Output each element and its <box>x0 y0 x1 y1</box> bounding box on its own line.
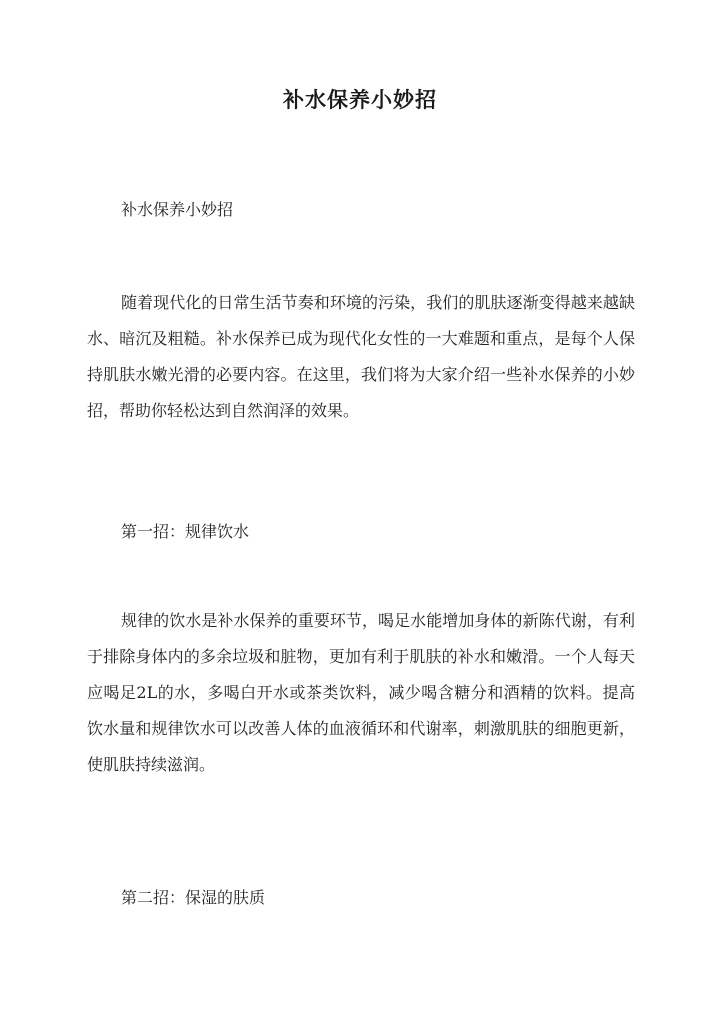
section-heading-2: 第二招：保湿的肤质 <box>121 888 266 907</box>
section-body-1: 规律的饮水是补水保养的重要环节，喝足水能增加身体的新陈代谢，有利于排除身体内的多余垃圾和脏物，更加有利于肌肤的补水和嫩滑。一个人每天应喝足2L的水，多喝白开水或茶类饮料，减少喝含糖分和酒精的饮料。提高饮水量和规律饮水可以改善人体的血液循环和代谢率，刺激肌肤的细胞更新，使肌肤持续滋润。 <box>87 611 635 774</box>
document-title: 补水保养小妙招 <box>283 87 437 112</box>
intro-paragraph: 随着现代化的日常生活节奏和环境的污染，我们的肌肤逐渐变得越来越缺水、暗沉及粗糙。补水保养已成为现代化女性的一大难题和重点，是每个人保持肌肤水嫩光滑的必要内容。在这里，我们将为大家介绍一些补水保养的小妙招，帮助你轻松达到自然润泽的效果。 <box>87 293 635 420</box>
section-heading-1: 第一招：规律饮水 <box>121 522 250 541</box>
document-subtitle: 补水保养小妙招 <box>121 200 234 219</box>
